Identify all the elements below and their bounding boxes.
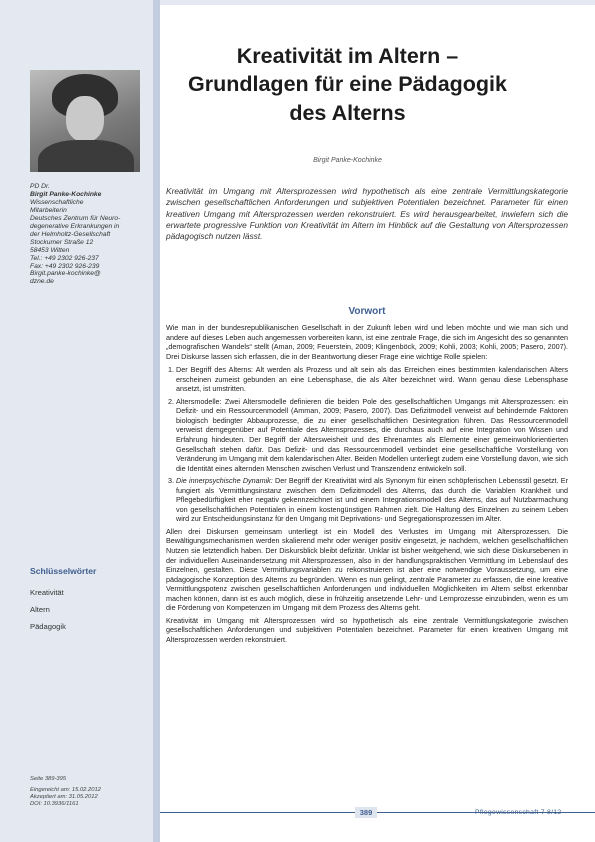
page-number: 389 xyxy=(355,807,377,818)
article-title xyxy=(160,42,535,127)
paragraph: Allen drei Diskursen gemeinsam unterliegt ist ein Modell des Verlustes im Umgang mit Altersprozessen. Die Bewältigungsmechanismen werden skalierend mehr oder weniger positiv eingesetzt, je nachdem, welchen gesellschaftlichen Nutzen sie letztendlich haben. Der Diskursblick bleibt defizitär. Unklar ist bisher weitgehend, wie sich diese Diskursebenen in der individuellen Auseinandersetzung mit Altersprozessen, also in der handlungspraktischen Vermittlung im Lebenslauf des Einzelnen, gestalten. Diese Vermittlungsvariablen zu rekonstruieren ist aber eine notwendige Voraussetzung, um eine pädagogische Konzeption des Alterns zu begründen. Wenn es nun gelingt, zentrale Parameter zu erfassen, die eine kreative Vermittlungspotenz zwischen gesellschaftlichen Anforderungen und individuellen Möglichkeiten im Altern selbst erkennbar machen können, dann ist es auch möglich, diese in frühzeitig ansetzende Lehr- und Lernprozesse einzubinden, wenn es um die Förderung von Kompetenzen im Umgang mit dem Prozess des Alterns geht. xyxy=(166,526,568,613)
meta-pages: Seite 389-395 xyxy=(30,776,67,782)
list-item-text: Der Begriff des Alterns: Alt werden als Prozess und alt sein als das Erreichen eines bestimmten kalendarischen Alters erscheinen zumeist gebunden an eine Lebensphase, die als Alter bezeichnet wird. Wann genau diese Lebensphase ansetzt, ist umstritten. xyxy=(176,365,568,394)
list-item-text: Der Begriff der Kreativität wird als Synonym für einen schöpferischen Lebensstil gesetzt. Er fungiert als Vermittlungsinstanz zwischen dem Defizitmodell des Alterns, das durch die Variablen Krankheit und Pflegebedürftigkeit eher negativ gekennzeichnet ist und einem Integrationsmodell des Alterns, das auf Nutzbarmachung von gesellschaftlichen Potentialen in einem kostengünstigen Rahmen zielt. Die Haltung des Einzelnen zu seinem Leben wird zur Entscheidungsinstanz für den Umgang mit Deprivations- und Segregationsprozessen im Alter. xyxy=(176,476,568,524)
keywords-title: Schlüsselwörter xyxy=(30,566,97,576)
photo-face xyxy=(66,96,104,142)
author-info-line: Birgit.panke-kochinke@ xyxy=(30,270,101,278)
top-bar xyxy=(160,0,595,5)
author-info-line: Fax: +49 2302 926-239 xyxy=(30,262,100,270)
author-info-line: Wissenschaftliche xyxy=(30,198,84,206)
keywords-list xyxy=(30,584,66,635)
author-info-line: Stockumer Straße 12 xyxy=(30,238,94,246)
meta-submitted: Eingereicht am: 15.02.2012 xyxy=(30,786,101,793)
photo-body xyxy=(38,140,134,172)
body-text xyxy=(166,323,568,645)
author-photo xyxy=(30,70,140,172)
section-heading: Vorwort xyxy=(348,306,386,317)
intro-paragraph: Wie man in der bundesrepublikanischen Gesellschaft in der Zukunft leben wird und leben möchte und wie man sich und andere auf dieses Leben auch angemessen vorbereiten kann, ist eine zentrale Frage, die sich im Angesicht des so genannten „demografischen Wandels“ stellt (Aman, 2009; Feuerstein, 2009; Klingenböck, 2009; Kohli, 2003; Kohli, 2005; Pasero, 2007). Drei Diskurse lassen sich erfassen, die in der Beantwortung dieser Frage eine wichtige Rolle spielen: xyxy=(166,323,568,361)
keyword: Altern xyxy=(30,605,50,614)
keyword: Pädagogik xyxy=(30,622,66,631)
sidebar-stripe xyxy=(153,0,160,842)
author-info-line: dzne.de xyxy=(30,278,54,286)
title-line: Grundlagen für eine Pädagogik xyxy=(188,72,507,97)
author-info-line: Mitarbeiterin xyxy=(30,206,67,214)
list-item-text: Altersmodelle: Zwei Altersmodelle definieren die beiden Pole des gesellschaftlichen Umgangs mit Altersprozessen: ein Defizit- und ein Ressourcenmodell (Amman, 2009; Pasero, 2007). Das Defizitmodell verweist auf behindernde Faktoren biologisch bedingter Abbauprozesse, die zu einer gesellschaftlichen Desintegration führen. Das Ressourcenmodell verweist demgegenüber auf Potentiale des Alternsprozesses, die durchaus auch auf eine Integration von Wissen und Erfahrung hindeuten. Der Begriff der Altersweisheit und des Ehrenamtes als Elemente einer gemeinwohlorientierten Gesellschaft stehen dafür. Das Defizit- und das Ressourcenmodell verbindet eine gesellschaftliche Vorstellung von Veränderung im Umgang mit dem kalendarischen Alter. Beiden Modellen unterliegt zudem eine Vorstellung davon, wie sich die Identität eines alternden Menschen zwischen Verlust und Transzendenz entwickeln soll. xyxy=(176,396,568,473)
keyword: Kreativität xyxy=(30,588,64,597)
list-item xyxy=(176,365,568,394)
title-line: Kreativität im Altern – xyxy=(236,44,459,68)
abstract: Kreativität im Umgang mit Altersprozessen wird hypothetisch als eine zentrale Vermittlungskategorie zwischen gesellschaftlichen Anforderungen und subjektiven Potentialen bezeichnet. Parameter für einen kreativen Umgang mit Altersprozessen werden rekonstruiert. Es wird herausgearbeitet, inwiefern sich die erwartete progressive Funktion von Kreativität im Altern im Hinblick auf die Gestaltung von Altersprozessen pädagogisch nutzen lässt. xyxy=(166,186,568,241)
meta-doi: DOI: 10.3936/1161 xyxy=(30,800,79,807)
author-info-line: Birgit Panke-Kochinke xyxy=(30,190,102,198)
list-item xyxy=(176,476,568,524)
author-info-line: Deutsches Zentrum für Neuro- xyxy=(30,214,121,222)
byline: Birgit Panke-Kochinke xyxy=(313,157,382,164)
author-info xyxy=(30,183,148,286)
author-info-line: 58453 Witten xyxy=(30,246,70,254)
article-meta xyxy=(30,776,150,808)
discourse-list xyxy=(166,365,568,524)
list-item-prefix: Die innerpsychische Dynamik: xyxy=(176,476,273,486)
author-info-line: PD Dr. xyxy=(30,183,50,190)
paragraph: Kreativität im Umgang mit Altersprozessen wird so hypothetisch als eine zentrale Vermittlungskategorie zwischen gesellschaftlichen Anforderungen und subjektiven Potentialen bezeichnet. Parameter für einen kreativen Umgang mit Altersprozessen werden rekonstruiert. xyxy=(166,615,568,644)
meta-accepted: Akzeptiert am: 31.05.2012 xyxy=(30,793,98,800)
list-item xyxy=(176,397,568,473)
author-info-line: Tel.: +49 2302 926-237 xyxy=(30,254,99,262)
journal-name: Pflegewissenschaft 7 8/12 xyxy=(475,809,562,816)
author-info-line: der Helmholtz-Gesellschaft xyxy=(30,230,111,238)
title-line: des Alterns xyxy=(289,100,406,125)
author-info-line: degenerative Erkrankungen in xyxy=(30,222,120,230)
